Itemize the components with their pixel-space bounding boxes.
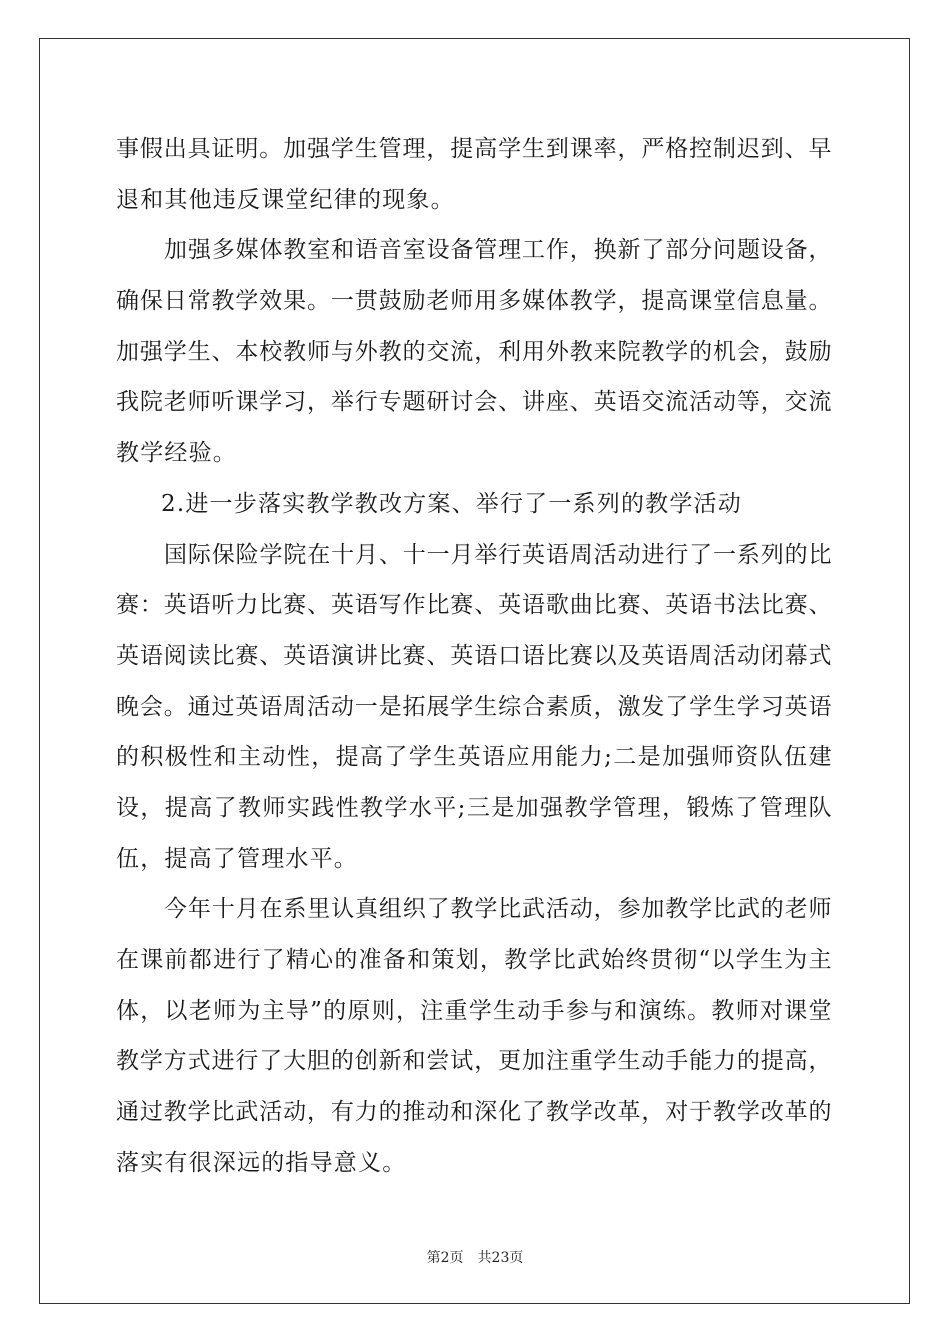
section-heading: 2.进一步落实教学教改方案、举行了一系列的教学活动 <box>161 490 742 517</box>
body-line: 赛：英语听力比赛、英语写作比赛、英语歌曲比赛、英语书法比赛、 <box>116 592 832 619</box>
body-line: 的积极性和主动性，提高了学生英语应用能力;二是加强师资队伍建 <box>116 744 832 771</box>
body-line: 落实有很深远的指导意义。 <box>116 1149 407 1176</box>
body-line: 我院老师听课学习，举行专题研讨会、讲座、英语交流活动等，交流 <box>116 389 832 416</box>
body-line: 通过教学比武活动，有力的推动和深化了教学改革，对于教学改革的 <box>116 1099 832 1126</box>
body-line: 加强多媒体教室和语音室设备管理工作，换新了部分问题设备， <box>164 237 832 264</box>
body-line: 事假出具证明。加强学生管理，提高学生到课率，严格控制迟到、早 <box>116 136 832 162</box>
body-line: 英语阅读比赛、英语演讲比赛、英语口语比赛以及英语周活动闭幕式 <box>116 642 832 669</box>
body-line: 体，以老师为主导”的原则，注重学生动手参与和演练。教师对课堂 <box>116 997 832 1024</box>
body-line: 设，提高了教师实践性教学水平;三是加强教学管理，锻炼了管理队 <box>116 794 832 821</box>
document-body <box>116 124 832 1188</box>
body-line: 晚会。通过英语周活动一是拓展学生综合素质，激发了学生学习英语 <box>116 693 832 720</box>
body-line: 退和其他违反课堂纪律的现象。 <box>116 186 455 213</box>
body-line: 今年十月在系里认真组织了教学比武活动，参加教学比武的老师 <box>164 896 832 923</box>
body-line: 确保日常教学效果。一贯鼓励老师用多媒体教学，提高课堂信息量。 <box>116 288 832 315</box>
body-line: 教学方式进行了大胆的创新和尝试，更加注重学生动手能力的提高， <box>116 1048 832 1075</box>
body-line: 在课前都进行了精心的准备和策划，教学比武始终贯彻“以学生为主 <box>116 947 832 973</box>
body-line: 加强学生、本校教师与外教的交流，利用外教来院教学的机会，鼓励 <box>116 338 832 365</box>
body-line: 教学经验。 <box>116 440 237 467</box>
body-line: 国际保险学院在十月、十一月举行英语周活动进行了一系列的比 <box>164 541 832 568</box>
page-number: 第2页 <box>426 1250 464 1266</box>
page-footer <box>0 1247 950 1267</box>
body-line: 伍，提高了管理水平。 <box>116 845 358 872</box>
page-total: 共23页 <box>477 1250 524 1266</box>
